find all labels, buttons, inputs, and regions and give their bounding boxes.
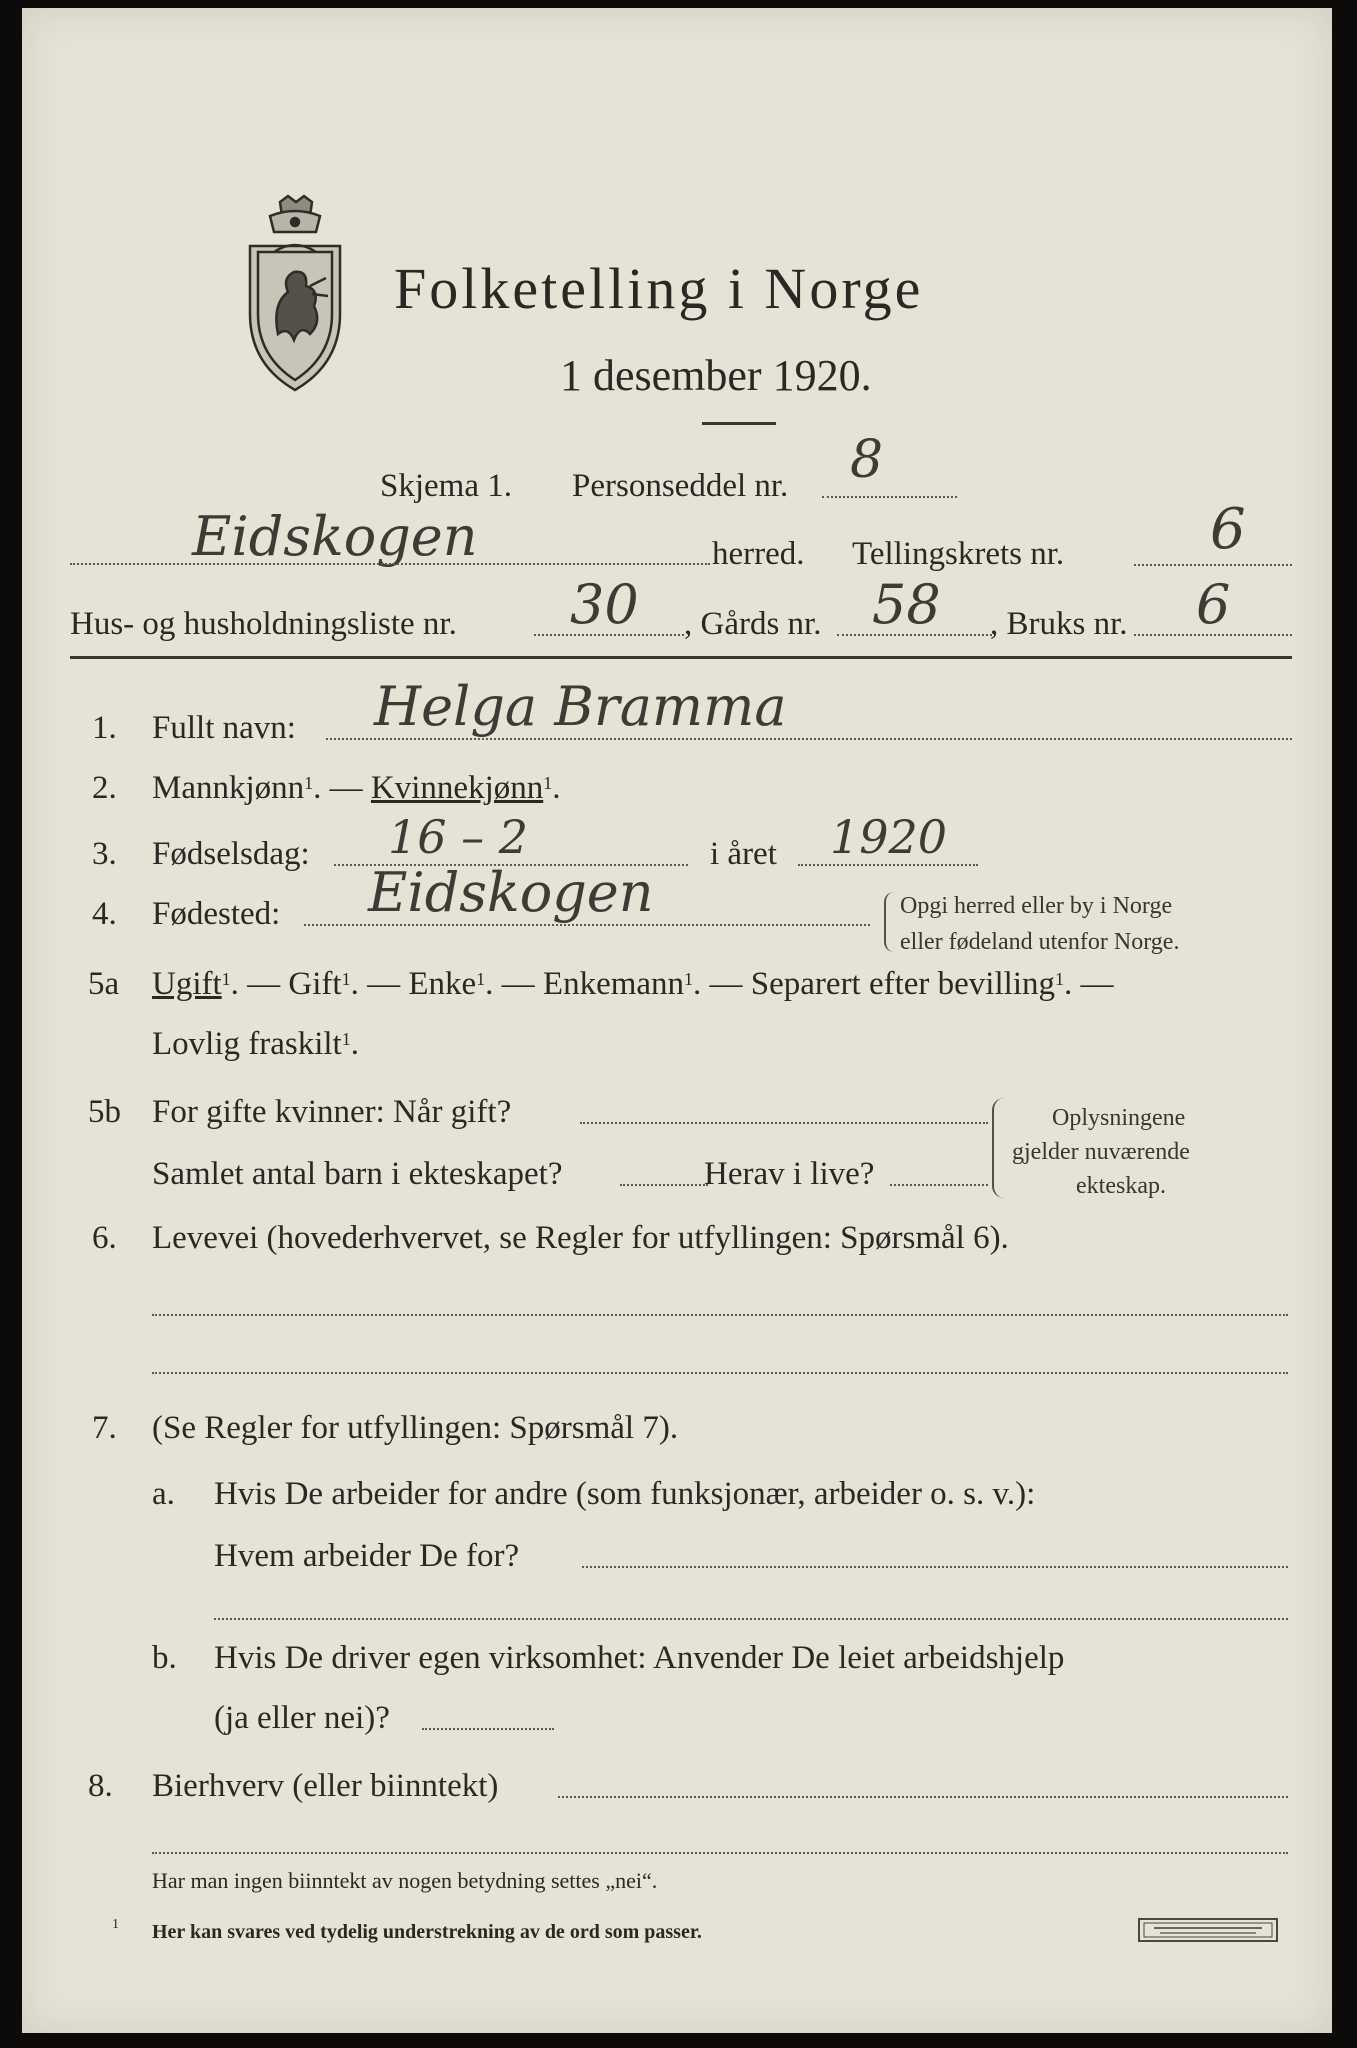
q1-number: 1. (92, 710, 117, 746)
q5b-line2a: Samlet antal barn i ekteskapet? (152, 1156, 563, 1192)
q5b-note-brace (992, 1098, 1004, 1198)
printer-stamp-icon (1138, 1918, 1278, 1942)
q7b-line2: (ja eller nei)? (214, 1700, 390, 1736)
q5a-enke: Enke (408, 966, 477, 1002)
q5a-gift: Gift (288, 966, 342, 1002)
q8-line1 (558, 1796, 1288, 1798)
norwegian-coat-of-arms-icon (230, 194, 360, 394)
q7a-letter: a. (152, 1476, 175, 1512)
q5b-line2b-dots (890, 1184, 988, 1186)
q5b-note-line1: Oplysningene (1052, 1105, 1186, 1131)
footnote-text: Her kan svares ved tydelig understrekning av de ord som passer. (152, 1921, 702, 1943)
herred-value: Eidskogen (192, 505, 478, 568)
q5b-line2b: Herav i live? (704, 1156, 875, 1192)
q6-line1 (152, 1314, 1288, 1316)
q6-line2 (152, 1372, 1288, 1374)
q8-number: 8. (88, 1768, 113, 1804)
q7a-line2: Hvem arbeider De for? (214, 1538, 520, 1574)
q8-label: Bierhverv (eller biinntekt) (152, 1768, 499, 1804)
q5b-line1-dots (580, 1122, 988, 1124)
q8-note: Har man ingen biinntekt av nogen betydning settes „nei“. (152, 1868, 658, 1893)
q8-line2 (152, 1852, 1288, 1854)
q5a-lovlig: Lovlig fraskilt$^1$. (152, 1026, 359, 1062)
q2-text: Mannkjønn$^1$. — Kvinnekjønn$^1$. (152, 770, 561, 806)
q4-note-line2: eller fødeland utenfor Norge. (900, 929, 1180, 955)
q4-value: Eidskogen (368, 861, 654, 924)
q4-label: Fødested: (152, 896, 281, 932)
q4-line (304, 924, 870, 926)
q1-line (326, 738, 1292, 740)
gards-value: 58 (872, 573, 941, 636)
q5b-number: 5b (88, 1094, 121, 1130)
q7a-line2-dots (582, 1566, 1288, 1568)
hus-value: 30 (570, 573, 639, 636)
title-divider (702, 422, 776, 425)
q3-aret-label: i året (710, 836, 777, 872)
q5a-options: Ugift$^1$. — Gift$^1$. — Enke$^1$. — Enkemann$^1$. — Separert efter bevilling$^1$. — (152, 966, 1114, 1002)
q3-aret-line (798, 864, 978, 866)
tellingskrets-value: 6 (1210, 497, 1246, 562)
q3-number: 3. (92, 836, 117, 872)
q2-mannkjonn: Mannkjønn (152, 770, 305, 806)
q3-label: Fødselsdag: (152, 836, 310, 872)
q1-label: Fullt navn: (152, 710, 296, 746)
q7a-line3-dots (214, 1618, 1288, 1620)
q4-number: 4. (92, 896, 117, 932)
q5b-line2a-dots (620, 1184, 708, 1186)
q2-kvinnekjonn: Kvinnekjønn (370, 770, 544, 806)
q6-label: Levevei (hovederhvervet, se Regler for utfyllingen: Spørsmål 6). (152, 1220, 1009, 1256)
q1-value: Helga Bramma (374, 675, 787, 738)
q3-aret-value: 1920 (830, 810, 948, 864)
gards-label: , Gårds nr. (684, 606, 822, 642)
q5a-enkemann: Enkemann (542, 966, 685, 1002)
q7-label: (Se Regler for utfyllingen: Spørsmål 7). (152, 1410, 679, 1446)
personseddel-line (822, 496, 957, 498)
q5a-number: 5a (88, 966, 120, 1002)
personseddel-value: 8 (850, 430, 884, 490)
skjema-label: Skjema 1. (380, 468, 512, 504)
herred-label: herred. (712, 536, 805, 572)
footnote-mark: 1 (112, 1917, 119, 1932)
q4-note-brace (884, 892, 894, 952)
q7b-line2-dots (422, 1728, 554, 1730)
tellingskrets-label: Tellingskrets nr. (852, 536, 1065, 572)
tellingskrets-line (1134, 564, 1292, 566)
herred-line (70, 563, 710, 565)
bruks-label: , Bruks nr. (990, 606, 1128, 642)
q5a-separert: Separert efter bevilling (750, 966, 1055, 1002)
q7-number: 7. (92, 1410, 117, 1446)
bruks-value: 6 (1196, 573, 1231, 636)
header-divider (70, 656, 1292, 659)
q7a-line1: Hvis De arbeider for andre (som funksjonær, arbeider o. s. v.): (214, 1476, 1036, 1512)
q7b-letter: b. (152, 1640, 177, 1676)
q2-number: 2. (92, 770, 117, 806)
personseddel-label: Personseddel nr. (572, 468, 789, 504)
q5a-ugift: Ugift (152, 966, 222, 1002)
q5b-note-line3: ekteskap. (1076, 1173, 1166, 1199)
q7b-line1: Hvis De driver egen virksomhet: Anvender De leiet arbeidshjelp (214, 1640, 1065, 1676)
q5b-line1: For gifte kvinner: Når gift? (152, 1094, 512, 1130)
census-date: 1 desember 1920. (560, 351, 872, 400)
form-title: Folketelling i Norge (394, 256, 924, 321)
hus-label: Hus- og husholdningsliste nr. (70, 606, 457, 642)
q5b-note-line2: gjelder nuværende (1012, 1139, 1190, 1165)
q4-note-line1: Opgi herred eller by i Norge (900, 893, 1173, 919)
census-form-sheet (22, 8, 1332, 2033)
q6-number: 6. (92, 1220, 117, 1256)
q3-value: 16 – 2 (388, 810, 529, 864)
